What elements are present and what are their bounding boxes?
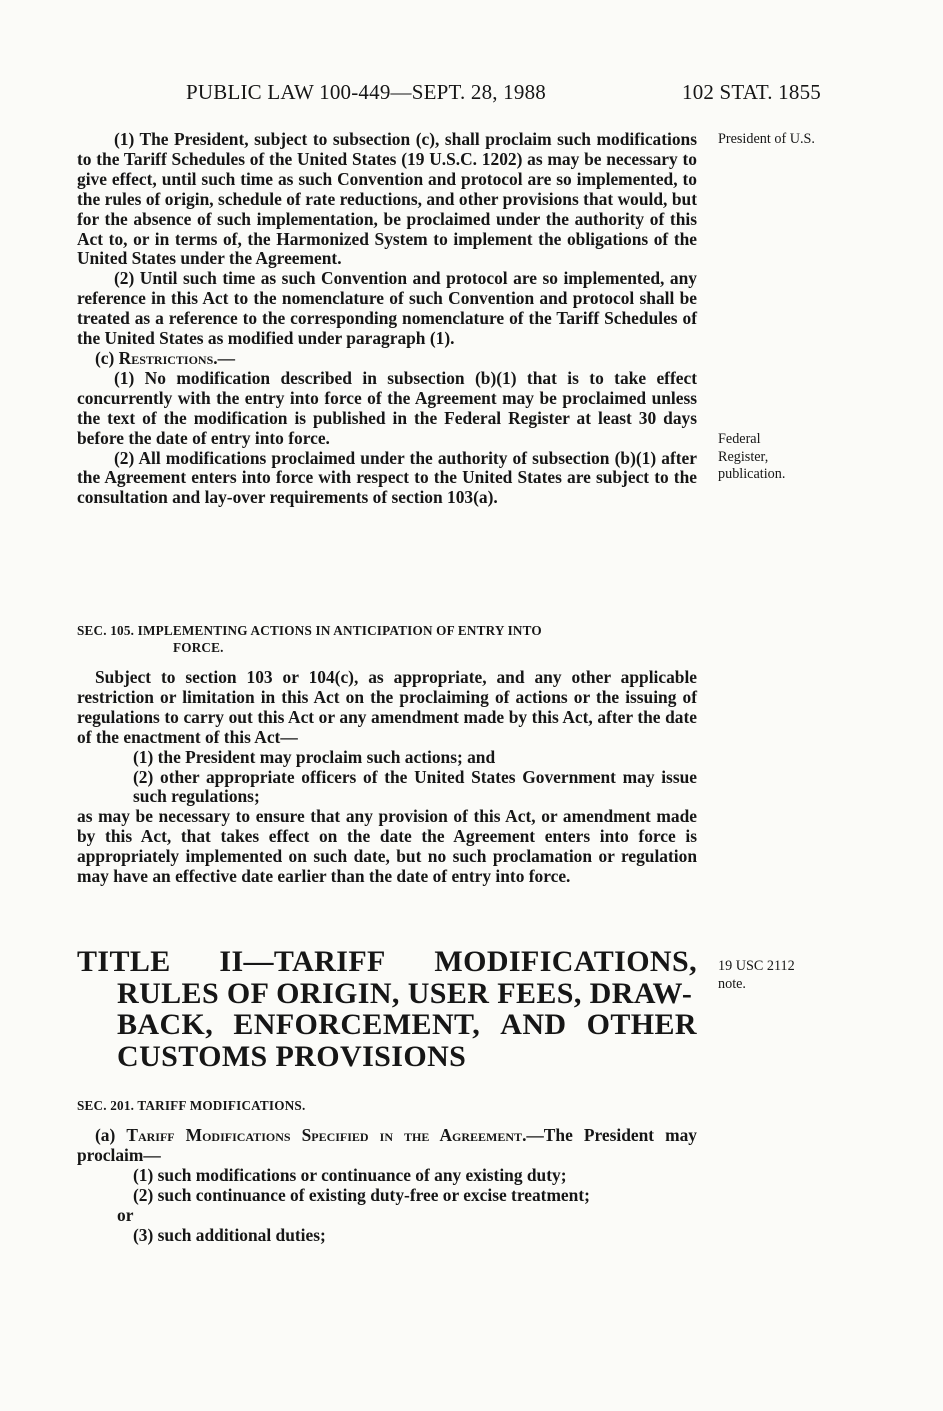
margin-note-president: President of U.S. [718,131,815,147]
title-line-3 [77,1009,697,1041]
subsection-a-title: Tariff Modifications Specified in the Agreement [126,1125,523,1145]
paragraph-b1: (1) The President, subject to subsection (c), shall proclaim such modifications to the Tariff Schedules of the United States (19 U.S.C. 1202) as may be necessary to give effect, until such time as such Convention and protocol are so implemented, to the rules of origin, schedule of rate reductions, and other provisions that would, but for the absence of such implementation, be proclaimed under the authority of this Act to, or in terms of, the Harmonized System to implement the obligations of the United States under the Agreement. [77,129,697,269]
title-word: ENFORCEMENT, [233,1008,481,1041]
title-line-4: CUSTOMS PROVISIONS [117,1039,467,1073]
subsection-c-label: (c) [95,347,119,368]
page-header-left: PUBLIC LAW 100-449—SEPT. 28, 1988 [186,80,546,104]
section-201-item-2: (2) such continuance of existing duty-free or excise treatment; [133,1184,590,1205]
margin-note-line: Federal [718,431,761,447]
margin-note-federal-register [718,431,848,484]
section-105-item-2: (2) other appropriate officers of the United States Government may issue such regulations; [133,766,697,807]
subsection-a-text: .—The President may proclaim— [77,1125,697,1165]
section-201-item-1: (1) such modifications or continuance of any existing duty; [133,1164,567,1185]
title-word: TITLE [77,945,171,978]
margin-note-line: 19 USC 2112 [718,958,795,974]
section-201 [77,1097,697,1245]
title-line-2: RULES OF ORIGIN, USER FEES, DRAW- [117,976,693,1010]
section-105-item-1: (1) the President may proclaim such actions; and [133,746,496,767]
title-word: AND [500,1008,567,1041]
title-line-1 [77,946,697,978]
subsection-a-label: (a) [95,1125,127,1145]
subsection-c-title: Restrictions [118,347,214,368]
section-201-heading: SEC. 201. TARIFF MODIFICATIONS. [77,1098,306,1113]
paragraph-b2: (2) Until such time as such Convention and protocol are so implemented, any reference in this Act to the nomenclature of such Convention and protocol shall be treated as a reference to the corresponding nomenclature of the Tariff Schedules of the United States as modified under paragraph (1). [77,268,697,349]
margin-note-line: publication. [718,466,786,482]
subsection-c-dash: .— [213,347,235,368]
paragraph-c2: (2) All modifications proclaimed under the authority of subsection (b)(1) after the Agreement enters into force with respect to the United States are subject to the consultation and lay-over requirements of section 103(a). [77,447,697,508]
section-201-or: or [117,1204,134,1225]
title-word: II—TARIFF [219,945,386,978]
margin-note-line: Register, [718,448,769,465]
body-block-1 [77,130,697,508]
section-105-closing: as may be necessary to ensure that any provision of this Act, or amendment made by this Act, that takes effect on the date the Agreement enters into force is appropriately implemented on such date, but no such proclamation or regulation may have an effective date earlier than the date of entry into force. [77,806,697,887]
paragraph-c1: (1) No modification described in subsection (b)(1) that is to take effect concurrently with the entry into force of the Agreement may be proclaimed unless the text of the modification is published in the Federal Register at least 30 days before the date of entry into force. [77,367,697,448]
subsection-c-heading [77,349,697,369]
subsection-201-a [77,1126,697,1166]
margin-note-usc [718,958,848,993]
margin-note-line: note. [718,975,746,992]
page-header-right: 102 STAT. 1855 [682,80,821,104]
section-201-item-3: (3) such additional duties; [133,1224,326,1245]
title-ii-heading [77,946,697,1072]
section-105-heading [77,622,697,656]
title-word: MODIFICATIONS, [434,945,697,978]
section-105 [77,622,697,887]
title-word: BACK, [117,1008,214,1041]
section-105-intro: Subject to section 103 or 104(c), as appropriate, and any other applicable restriction or limitation in this Act on the proclaiming of actions or the issuing of regulations to carry out this Act or any amendment made by this Act, after the date of the enactment of this Act— [77,667,697,747]
title-word: OTHER [586,1008,697,1041]
section-105-heading-line: SEC. 105. IMPLEMENTING ACTIONS IN ANTICIPATION OF ENTRY INTO [77,623,542,638]
section-105-heading-line: FORCE. [173,640,224,655]
